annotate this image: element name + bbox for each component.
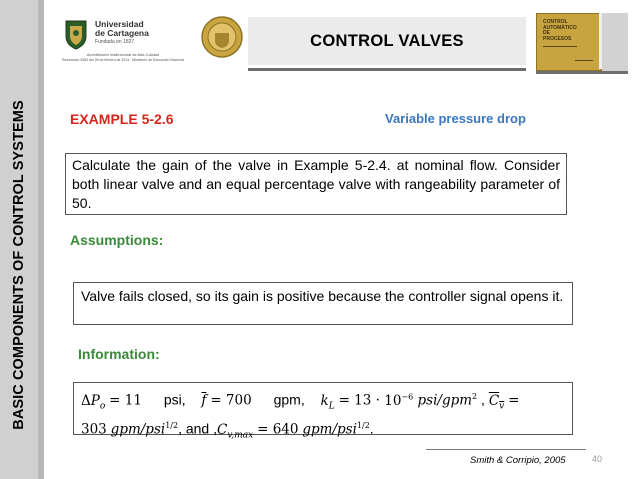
cv-value: 303: [81, 422, 107, 438]
information-line-2: 303 gpm/psi$^{1/2}$, and $,C_{v,max} = 640$ gpm/psi$^{1/2}$.: [81, 421, 374, 441]
cv-symbol: $C_v$: [488, 392, 505, 412]
citation: Smith & Corripio, 2005: [470, 455, 566, 466]
slide-title: CONTROL VALVES: [310, 31, 464, 50]
problem-statement-box: [65, 153, 567, 215]
information-box: [73, 382, 573, 441]
accreditation-seal-icon: [201, 16, 243, 58]
cvmax-unit: gpm/psi: [302, 422, 357, 438]
right-band: [602, 13, 628, 73]
assumptions-text: Valve fails closed, so its gain is positive because the controller signal opens it.: [81, 288, 564, 304]
example-title: EXAMPLE 5-2.6: [70, 111, 174, 127]
kl-value: 13 ·: [354, 392, 380, 409]
cvmax-value: 640: [272, 422, 299, 438]
university-crest-icon: [63, 18, 89, 50]
sidebar-title: [1, 82, 37, 447]
accreditation-line-1: Acreditación Institucional de Alta Calidad: [86, 52, 160, 57]
slide-title-box: [248, 17, 526, 65]
and-text: , and ,: [178, 421, 217, 437]
example-subtitle: Variable pressure drop: [385, 111, 526, 126]
pressure-drop-symbol: $\Delta P_o$: [81, 392, 106, 412]
information-line-1: $\Delta P_o = 11$ psi, $\overline{f} = 700$ gpm, $k_L = 13 \cdot 10^{-6}$ psi/gpm$^2$ , $C_v$ =: [81, 391, 520, 412]
pressure-drop-unit: psi,: [163, 391, 186, 408]
assumptions-box: [73, 282, 573, 325]
information-heading: Information:: [78, 346, 160, 362]
university-founded: Fundada en 1827: [95, 39, 135, 45]
right-rule: [536, 71, 628, 74]
kl-symbol: $k_L$: [320, 392, 335, 412]
problem-statement: Calculate the gain of the valve in Example 5-2.4. at nominal flow. Consider both linear valve and an equal percentage valve with rangeability parameter of 50.: [72, 157, 560, 211]
flow-symbol: $\overline{f}$: [201, 392, 207, 409]
flow-value: 700: [225, 392, 252, 409]
accreditation-line-2: Resolución 2583 del 26 de febrero de 2014 · Ministerio de Educación Nacional: [62, 58, 184, 62]
sidebar-strip: [38, 0, 44, 479]
sidebar-title-text: BASIC COMPONENTS OF CONTROL SYSTEMS: [11, 99, 28, 430]
university-name: Universidad de Cartagena: [95, 19, 149, 38]
book-title: CONTROL AUTOMÁTICO DE PROCESOS: [543, 19, 577, 42]
footer-rule: [426, 449, 586, 450]
header-rule: [248, 68, 526, 71]
kl-unit: psi/gpm: [417, 392, 473, 409]
cv-unit: gpm/psi: [110, 422, 166, 438]
assumptions-heading: Assumptions:: [70, 232, 164, 248]
cvmax-symbol: $C_{v,max}$: [217, 422, 254, 441]
book-cover-image: [536, 13, 602, 71]
pressure-drop-value: 11: [124, 392, 142, 409]
page-number: 40: [592, 454, 603, 464]
university-logo: [55, 8, 191, 72]
flow-unit: gpm,: [273, 391, 305, 408]
